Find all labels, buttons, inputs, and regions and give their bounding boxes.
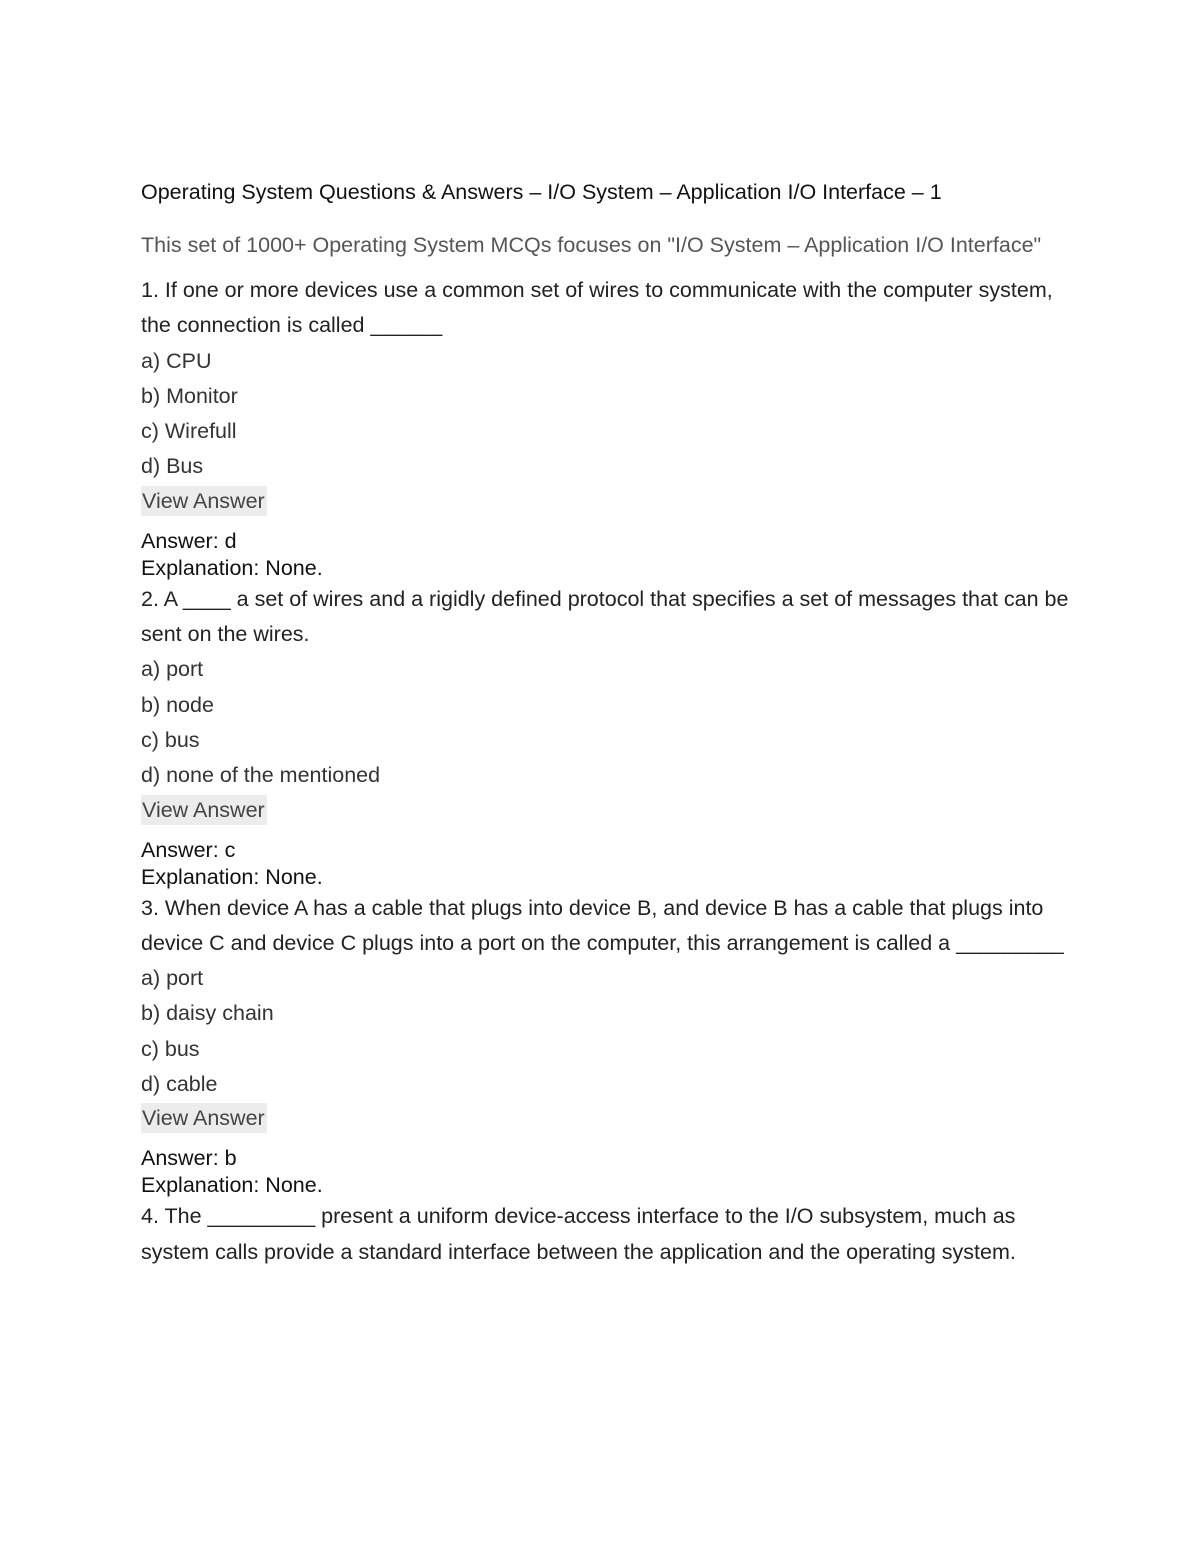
question-text: 1. If one or more devices use a common set of wires to communicate with the computer system, the connection is called ______ xyxy=(141,278,1053,338)
option-c: c) bus xyxy=(141,727,200,752)
explanation-text: Explanation: None. xyxy=(141,555,323,580)
question-block-4 xyxy=(141,1199,1071,1270)
option-b: b) node xyxy=(141,692,214,717)
options-list xyxy=(141,961,1071,1102)
options-list xyxy=(141,652,1071,793)
question-text: 3. When device A has a cable that plugs into device B, and device B has a cable that plugs into device C and device C plugs into a port on the computer, this arrangement is called a _________ xyxy=(141,895,1064,955)
explanation-text: Explanation: None. xyxy=(141,864,323,889)
option-a: a) CPU xyxy=(141,348,212,373)
option-b: b) daisy chain xyxy=(141,1001,274,1026)
answer-text: Answer: b xyxy=(141,1146,237,1171)
answer-block xyxy=(141,837,1071,891)
question-text: 4. The _________ present a uniform device-access interface to the I/O subsystem, much as system calls provide a standard interface between the application and the operating system. xyxy=(141,1204,1016,1264)
view-answer-button[interactable]: View Answer xyxy=(141,486,267,516)
question-block-1 xyxy=(141,273,1071,582)
answer-block xyxy=(141,528,1071,582)
answer-text: Answer: c xyxy=(141,837,236,862)
page-title: Operating System Questions & Answers – I/O System – Application I/O Interface – 1 xyxy=(141,180,942,204)
question-text: 2. A ____ a set of wires and a rigidly defined protocol that specifies a set of messages that can be sent on the wires. xyxy=(141,586,1069,647)
intro-text: This set of 1000+ Operating System MCQs focuses on "I/O System – Application I/O Interface" xyxy=(141,233,1042,257)
option-c: c) bus xyxy=(141,1036,200,1061)
document-page xyxy=(141,174,1071,1270)
option-b: b) Monitor xyxy=(141,383,238,408)
option-d: d) none of the mentioned xyxy=(141,763,381,788)
answer-block xyxy=(141,1145,1071,1199)
view-answer-button[interactable]: View Answer xyxy=(141,1103,267,1133)
view-answer-button[interactable]: View Answer xyxy=(141,795,267,825)
question-block-3 xyxy=(141,891,1071,1200)
option-a: a) port xyxy=(141,966,204,991)
question-block-2 xyxy=(141,582,1071,891)
option-d: d) Bus xyxy=(141,454,204,479)
options-list xyxy=(141,344,1071,485)
option-c: c) Wirefull xyxy=(141,419,237,444)
option-d: d) cable xyxy=(141,1072,218,1097)
option-a: a) port xyxy=(141,657,204,682)
answer-text: Answer: d xyxy=(141,528,237,553)
explanation-text: Explanation: None. xyxy=(141,1173,323,1198)
